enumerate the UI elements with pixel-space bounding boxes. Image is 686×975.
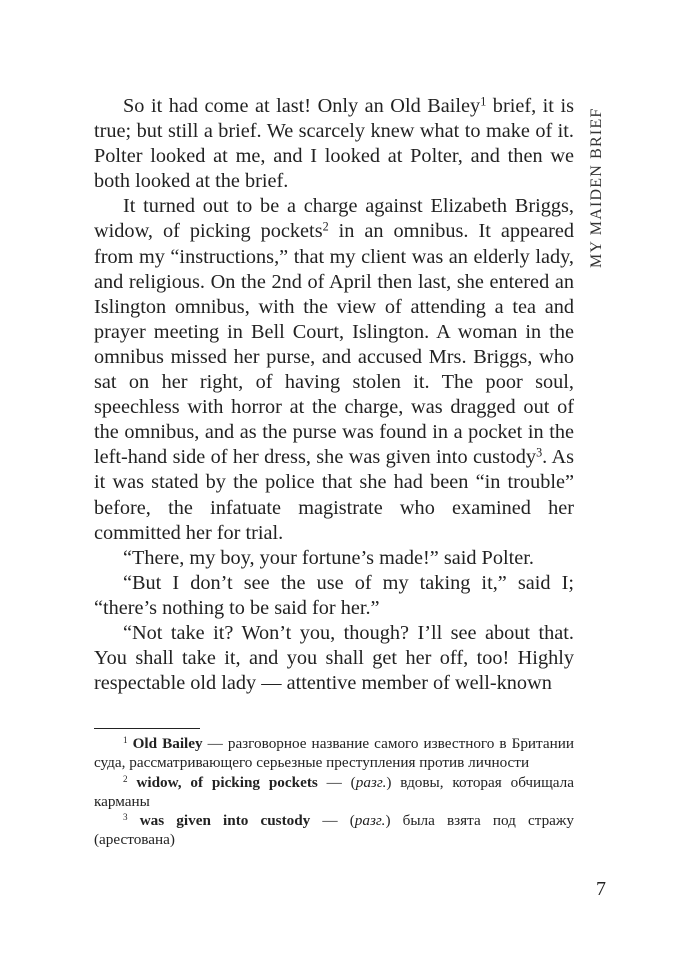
- footnote-abbr: разг.: [354, 812, 386, 830]
- paragraph-text: It turned out to be a charge against Elizabeth Briggs, widow, of picking pockets: [94, 195, 574, 243]
- footnote-abbr: разг.: [355, 773, 387, 791]
- footnote-number: 2: [123, 773, 128, 784]
- main-text: [94, 94, 574, 696]
- footnotes: [94, 734, 574, 850]
- footnote: [94, 773, 574, 812]
- footnote-number: 1: [123, 734, 128, 745]
- footnote-ref: 2: [322, 219, 329, 234]
- footnote-text: — (: [310, 812, 355, 830]
- paragraph-text: So it had come at last! Only an Old Bailey: [123, 95, 481, 117]
- running-head: MY MAIDEN BRIEF: [588, 107, 605, 268]
- paragraph: [94, 194, 574, 545]
- footnote-number: 3: [123, 812, 128, 823]
- footnote-text: ) была взята под стражу (арестована): [94, 812, 574, 849]
- footnote-term: widow, of picking pockets: [136, 773, 318, 791]
- paragraph: “But I don’t see the use of my taking it,” said I; “there’s nothing to be said for her.”: [94, 571, 574, 619]
- footnote: [94, 734, 574, 773]
- footnote-term: Old Bailey: [132, 735, 203, 752]
- paragraph-text: . As it was stated by the police that she had been “in trouble” before, the infatuate magistrate who examined her committed her for trial.: [94, 446, 575, 544]
- paragraph: [94, 94, 574, 194]
- footnote-text: — разговорное название самого известного в Британии суда, рассматривающего серьезные преступления против личности: [94, 735, 574, 772]
- footnote-text: ) вдовы, которая обчищала карманы: [94, 773, 574, 810]
- paragraph-text: in an omnibus. It appeared from my “instructions,” that my client was an elderly lady, and religious. On the 2nd of April then last, she entered an Islington omnibus, with the view of attending a tea and prayer meeting in Bell Court, Islington. A woman in the omnibus missed her purse, and accused Mrs. Briggs, who sat on her right, of having stolen it. The poor soul, speechless with horror at the charge, was dragged out of the omnibus, and as the purse was found in a pocket in the left-hand side of her dress, she was given into custody: [94, 220, 574, 469]
- footnote-text: — (: [317, 773, 356, 791]
- footnote-term: was given into custody: [139, 812, 311, 830]
- footnote-ref: 1: [480, 94, 487, 109]
- paragraph: “There, my boy, your fortune’s made!” said Polter.: [123, 546, 534, 569]
- footnote-ref: 3: [536, 445, 543, 460]
- page-number: 7: [596, 878, 606, 900]
- paragraph: “Not take it? Won’t you, though? I’ll see about that. You shall take it, and you shall get her off, too! Highly respectable old lady — attentive member of well-known: [94, 621, 574, 695]
- footnote-divider: [94, 728, 200, 729]
- footnote: [94, 811, 574, 850]
- paragraph-text: brief, it is true; but still a brief. We scarcely knew what to make of it. Polter looked at me, and I looked at Polter, and then we both looked at the brief.: [94, 95, 574, 193]
